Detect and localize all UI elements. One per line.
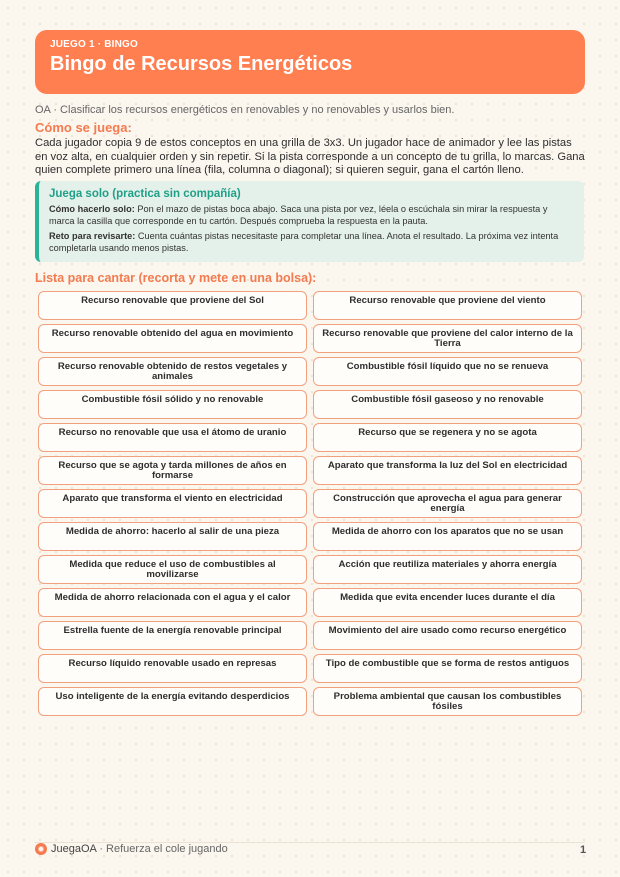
solo-challenge-text: Cuenta cuántas pistas necesitaste para completar una línea. Anota el resultado. La próxima vez intenta completarla usando menos pistas. <box>49 231 559 253</box>
clue-card: Medida de ahorro con los aparatos que no se usan <box>313 522 582 551</box>
clue-card: Medida que reduce el uso de combustibles al movilizarse <box>38 555 307 584</box>
clue-card: Recurso renovable obtenido de restos vegetales y animales <box>38 357 307 386</box>
page-number: 1 <box>580 844 587 856</box>
clue-card: Medida que evita encender luces durante el día <box>313 588 582 617</box>
clue-card: Problema ambiental que causan los combustibles fósiles <box>313 687 582 716</box>
clue-card: Recurso líquido renovable usado en represas <box>38 654 307 683</box>
clue-card: Recurso renovable que proviene del Sol <box>38 291 307 320</box>
clue-card: Aparato que transforma la luz del Sol en electricidad <box>313 456 582 485</box>
solo-challenge-paragraph <box>49 230 574 254</box>
solo-how-text: Pon el mazo de pistas boca abajo. Saca una pista por vez, léela o escúchala sin mirar la respuesta y marca la casilla que corresponde en tu cartón. Después comprueba la respuesta en la pauta. <box>49 204 548 226</box>
footer-brand: JuegaOA <box>51 843 97 855</box>
clue-card: Recurso renovable que proviene del viento <box>313 291 582 320</box>
solo-how-paragraph <box>49 203 574 227</box>
clue-card: Recurso renovable obtenido del agua en movimiento <box>38 324 307 353</box>
page-title: Bingo de Recursos Energéticos <box>50 53 353 75</box>
clue-card: Recurso que se agota y tarda millones de años en formarse <box>38 456 307 485</box>
game-header <box>35 30 585 94</box>
how-to-play-text: Cada jugador copia 9 de estos conceptos en una grilla de 3x3. Un jugador hace de animador y lee las pistas en voz alta, en cualquier orden y sin repetir. Si la pista corresponde a un concepto de tu grilla, lo marcas. Gana quien complete primero una línea (fila, columna o diagonal); si quieren seguir, gana el cartón lleno. <box>35 137 585 176</box>
clue-card: Uso inteligente de la energía evitando desperdicios <box>38 687 307 716</box>
clue-card: Combustible fósil sólido y no renovable <box>38 390 307 419</box>
juegaoa-logo-icon <box>35 843 47 855</box>
clue-card-grid <box>38 291 583 716</box>
clue-list-heading: Lista para cantar (recorta y mete en una bolsa): <box>35 271 317 285</box>
clue-card: Recurso no renovable que usa el átomo de uranio <box>38 423 307 452</box>
clue-card: Movimiento del aire usado como recurso energético <box>313 621 582 650</box>
solo-how-label: Cómo hacerlo solo: <box>49 204 135 214</box>
clue-card: Aparato que transforma el viento en electricidad <box>38 489 307 518</box>
clue-card: Medida de ahorro: hacerlo al salir de una pieza <box>38 522 307 551</box>
learning-objective: OA · Clasificar los recursos energéticos en renovables y no renovables y usarlos bien. <box>35 104 455 116</box>
clue-card: Medida de ahorro relacionada con el agua y el calor <box>38 588 307 617</box>
clue-card: Tipo de combustible que se forma de restos antiguos <box>313 654 582 683</box>
clue-card: Recurso que se regenera y no se agota <box>313 423 582 452</box>
solo-play-box <box>35 181 584 262</box>
solo-play-heading: Juega solo (practica sin compañía) <box>49 188 241 200</box>
footer-tagline: · Refuerza el cole jugando <box>99 843 228 855</box>
clue-card: Recurso renovable que proviene del calor interno de la Tierra <box>313 324 582 353</box>
clue-card: Combustible fósil gaseoso y no renovable <box>313 390 582 419</box>
solo-challenge-label: Reto para revisarte: <box>49 231 136 241</box>
clue-card: Construcción que aprovecha el agua para generar energía <box>313 489 582 518</box>
clue-card: Combustible fósil líquido que no se renueva <box>313 357 582 386</box>
clue-card: Estrella fuente de la energía renovable principal <box>38 621 307 650</box>
game-kicker: JUEGO 1 · BINGO <box>50 39 139 50</box>
footer-text <box>51 843 228 855</box>
clue-card: Acción que reutiliza materiales y ahorra energía <box>313 555 582 584</box>
how-to-play-heading: Cómo se juega: <box>35 120 132 135</box>
